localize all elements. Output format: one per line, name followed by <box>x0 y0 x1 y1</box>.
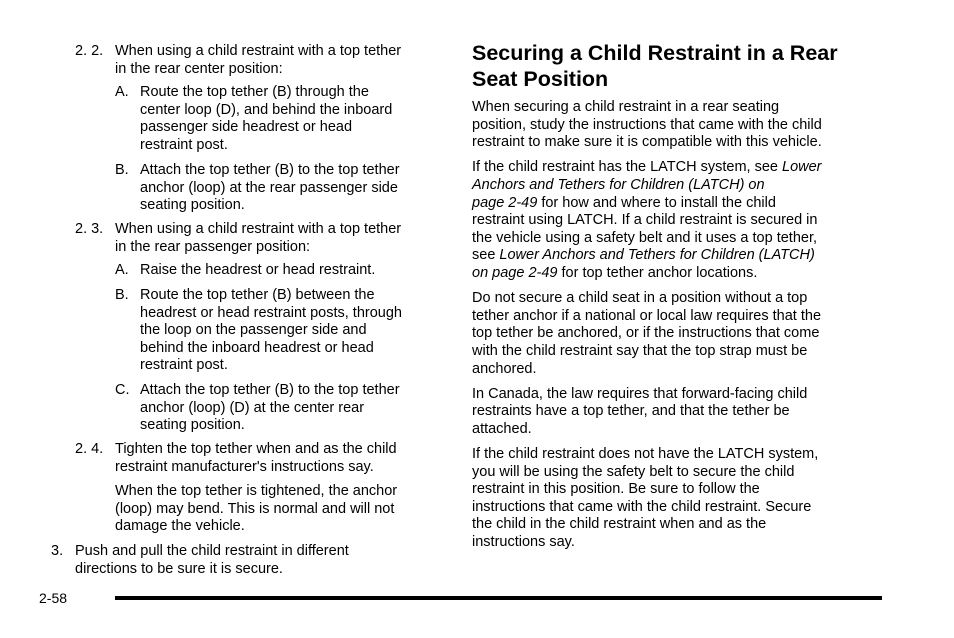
paragraph-no-latch <box>472 446 872 552</box>
step-letter: B. <box>115 287 129 303</box>
text-run: If the child restraint has the LATCH system, see <box>472 159 782 176</box>
text-line <box>472 265 872 283</box>
cross-reference-link[interactable]: Lower <box>782 159 822 176</box>
step-letter: B. <box>115 162 129 178</box>
text-line: In Canada, the law requires that forward-facing child <box>472 385 808 402</box>
text-line: Attach the top tether (B) to the top tether <box>140 162 400 178</box>
text-line: attached. <box>472 420 532 437</box>
text-line: directions to be sure it is secure. <box>75 560 283 577</box>
note-text <box>115 483 397 536</box>
cross-reference-link[interactable]: Lower Anchors and Tethers for Children (LATCH) <box>499 247 815 264</box>
step-text <box>75 543 349 578</box>
text-line <box>472 195 872 213</box>
step-letter: A. <box>115 84 129 100</box>
text-line: the child in the child restraint when and as the <box>472 516 767 533</box>
step-text <box>140 287 402 375</box>
page-number: 2-58 <box>39 590 68 606</box>
step-number: 2. 2. <box>75 43 104 59</box>
text-line: restraint to make sure it is compatible with this vehicle. <box>472 134 822 151</box>
step-number: 2. 4. <box>75 441 104 457</box>
step-text <box>140 382 400 435</box>
text-line: passenger side headrest or head <box>140 119 353 136</box>
text-line: restraint post. <box>140 357 228 374</box>
cross-reference-link[interactable]: page 2-49 <box>472 194 538 211</box>
text-run: for top tether anchor locations. <box>557 264 758 281</box>
text-line: restraint using LATCH. If a child restraint is secured in <box>472 212 818 229</box>
text-line: with the child restraint say that the top strap must be <box>472 342 808 359</box>
text-line: in the rear passenger position: <box>115 238 311 255</box>
text-line <box>472 159 872 177</box>
text-line: seating position. <box>140 197 245 214</box>
text-line: instructions that came with the child restraint. Secure <box>472 498 812 515</box>
text-line: restraint in this position. Be sure to follow the <box>472 481 760 498</box>
text-line: When securing a child restraint in a rear seating <box>472 99 780 115</box>
text-line: Push and pull the child restraint in different <box>75 543 349 559</box>
text-line: When the top tether is tightened, the anchor <box>115 483 398 499</box>
step-letter: C. <box>115 382 130 398</box>
cross-reference-link[interactable]: on page 2-49 <box>472 264 558 281</box>
text-line: Do not secure a child seat in a position without a top <box>472 290 808 307</box>
text-line: Route the top tether (B) between the <box>140 287 375 303</box>
text-line: restraint manufacturer's instructions say. <box>115 458 374 475</box>
paragraph-latch <box>472 159 872 282</box>
text-line: When using a child restraint with a top tether <box>115 221 402 237</box>
heading-line: Securing a Child Restraint in a Rear <box>472 41 838 65</box>
text-line: anchored. <box>472 360 537 377</box>
text-line: anchor (loop) at the rear passenger side <box>140 179 398 196</box>
step-letter: A. <box>115 262 129 278</box>
text-line: the loop on the passenger side and <box>140 322 367 339</box>
paragraph-compatibility <box>472 99 872 152</box>
text-line: damage the vehicle. <box>115 518 245 535</box>
text-line: seating position. <box>140 417 245 434</box>
right-column <box>472 99 872 559</box>
text-line: If the child restraint does not have the LATCH system, <box>472 446 819 463</box>
step-text <box>140 162 400 215</box>
text-line: anchor (loop) (D) at the center rear <box>140 399 365 416</box>
step-text <box>115 221 401 256</box>
text-line: Attach the top tether (B) to the top tether <box>140 382 400 398</box>
footer-rule <box>115 596 882 600</box>
text-line: restraints have a top tether, and that the tether be <box>472 403 790 420</box>
text-line: top tether be anchored, or if the instructions that come <box>472 325 820 342</box>
text-line: center loop (D), and behind the inboard <box>140 101 393 118</box>
text-line <box>472 177 872 195</box>
text-line <box>472 247 872 265</box>
text-line: headrest or head restraint posts, through <box>140 304 402 321</box>
text-run: for how and where to install the child <box>537 194 776 211</box>
step-number: 2. 3. <box>75 221 104 237</box>
step-text <box>115 441 397 476</box>
step-text <box>115 43 401 78</box>
text-line: position, study the instructions that came with the child <box>472 116 822 133</box>
section-heading <box>472 41 892 92</box>
text-line: Raise the headrest or head restraint. <box>140 262 376 278</box>
text-line: you will be using the safety belt to secure the child <box>472 463 795 480</box>
step-text <box>140 262 375 280</box>
cross-reference-link[interactable]: Anchors and Tethers for Children (LATCH) on <box>472 176 765 193</box>
heading-line: Seat Position <box>472 66 609 91</box>
text-line: When using a child restraint with a top tether <box>115 43 402 59</box>
paragraph-canada <box>472 386 872 439</box>
text-line: Tighten the top tether when and as the child <box>115 441 397 457</box>
text-line: (loop) may bend. This is normal and will not <box>115 500 395 517</box>
text-line: restraint post. <box>140 136 228 153</box>
paragraph-law <box>472 290 872 378</box>
text-line: tether anchor if a national or local law requires that the <box>472 307 822 324</box>
text-line: Route the top tether (B) through the <box>140 84 369 100</box>
text-line: in the rear center position: <box>115 60 283 77</box>
text-line: behind the inboard headrest or head <box>140 339 374 356</box>
text-line: the vehicle using a safety belt and it uses a top tether, <box>472 229 817 246</box>
step-number: 3. <box>51 543 64 559</box>
text-run: see <box>472 247 500 264</box>
text-line: instructions say. <box>472 534 575 551</box>
step-text <box>140 84 392 154</box>
